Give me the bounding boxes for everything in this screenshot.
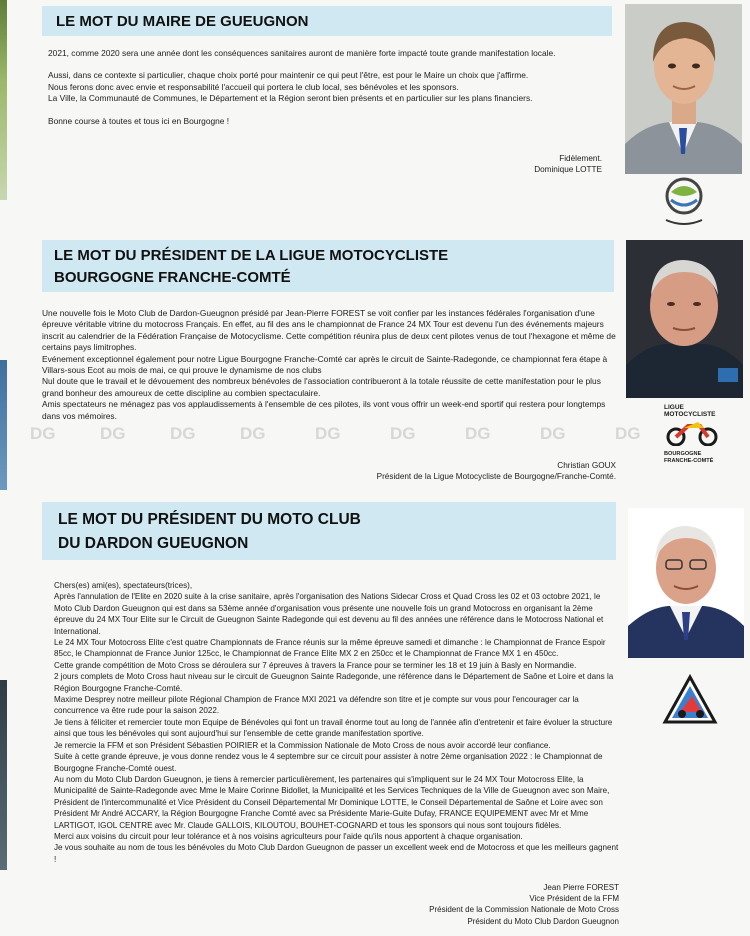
paragraph: Merci aux voisins du circuit pour leur tolérance et à nos voisins agriculteurs pour l'aide qu'ils nous apportent à chaque organisation. bbox=[54, 831, 523, 841]
page-edge-green bbox=[0, 0, 7, 200]
paragraph: Je tiens à féliciter et remercier toute mon Equipe de Bénévoles qui font un travail énorme tout au long de l'année afin d'entretenir et faire évoluer la structure ainsi que tous les bénévoles qui sont aujourd'hui sur l'ensemble de cette grande manifestation sportive. bbox=[54, 717, 613, 739]
section-2-title-banner bbox=[42, 240, 614, 292]
paragraph: Evénement exceptionnel également pour notre Ligue Bourgogne Franche-Comté car après le circuit de Sainte-Radegonde, ce championnat fera étape à Villars-sous Ecot au mois de mai, ce qui prouve le dynamisme de nos clubs bbox=[42, 353, 608, 376]
paragraph: Maxime Desprey notre meilleur pilote Régional Champion de France MXI 2021 va défendre son titre et je compte sur vous pour l'encourager car la concurrence va être rude pour la saison 2022. bbox=[54, 695, 579, 716]
paragraph: Je vous souhaite au nom de tous les bénévoles du Moto Club Dardon Gueugnon de passer un excellent week end de Motocross et que les meilleurs gagnent ! bbox=[54, 843, 619, 864]
paragraph: Suite à cette grande épreuve, je vous donne rendez vous le 4 septembre sur ce circuit pour assister à notre 2ème organisation 2022 : le Championnat de Bourgogne Franche-Comté ouest. bbox=[54, 752, 603, 773]
paragraph: Aussi, dans ce contexte si particulier, chaque choix porté pour maintenir ce qui peut l'être, est pour le Maire un choix que j'affirme. bbox=[48, 70, 529, 81]
section-1-signature bbox=[352, 153, 602, 176]
gueugnon-logo bbox=[660, 176, 708, 228]
signature-name: Dominique LOTTE bbox=[534, 165, 602, 175]
section-3-signature bbox=[289, 882, 619, 927]
watermark-text: DG bbox=[540, 424, 566, 443]
section-3-title-line-1: LE MOT DU PRÉSIDENT DU MOTO CLUB bbox=[58, 511, 361, 528]
league-president-photo bbox=[626, 240, 743, 398]
paragraph: Bonne course à toutes et tous ici en Bourgogne ! bbox=[48, 115, 230, 126]
moto-club-logo bbox=[662, 674, 718, 726]
watermark-text: DG bbox=[170, 424, 196, 443]
mayor-portrait-image bbox=[625, 4, 742, 174]
signature-title: Vice Président de la FFM bbox=[529, 894, 619, 904]
section-2-title-line-2: BOURGOGNE FRANCHE-COMTÉ bbox=[54, 269, 291, 286]
mayor-photo bbox=[625, 4, 742, 174]
paragraph: La Ville, la Communauté de Communes, le Département et la Région seront bien présents et en particulier sur les plans financiers. bbox=[48, 93, 533, 104]
watermark-text: DG bbox=[240, 424, 266, 443]
section-2-signature bbox=[286, 460, 616, 483]
watermark-text: DG bbox=[465, 424, 491, 443]
paragraph: Amis spectateurs ne ménagez pas vos applaudissements à l'ensemble de ces pilotes, ils vont vous offrir un week-end sportif qui restera pour longtemps dans vos mémoires. bbox=[42, 399, 606, 421]
section-2-body bbox=[42, 308, 616, 422]
signature-title: Président de la Ligue Motocycliste de Bourgogne/Franche-Comté. bbox=[376, 472, 616, 482]
gueugnon-emblem-icon bbox=[660, 176, 708, 228]
moto-club-president-portrait-image bbox=[628, 508, 744, 658]
watermark-text: DG bbox=[30, 424, 56, 443]
moto-club-triangle-emblem-icon bbox=[662, 674, 718, 726]
ligue-logo-text-1: LIGUE bbox=[664, 404, 684, 411]
watermark-text: DG bbox=[100, 424, 126, 443]
paragraph: 2021, comme 2020 sera une année dont les conséquences sanitaires auront de manière forte impacté toute grande manifestation locale. bbox=[48, 48, 556, 58]
paragraph: Après l'annulation de l'Elite en 2020 suite à la crise sanitaire, après l'organisation des Nations Sidecar Cross et Quad Cross les 02 et 03 octobre 2021, le Moto Club Dardon Gueugnon qui est dans sa 53ème année d'organisation vous présente une nouvelle fois un grand Motocross en organisant la 2ème épreuve du 24 MX Tour Elite sur le Circuit de Gueugnon Sainte Radegonde qui est devenu au fil des années une référence dans le Motocross National et International. bbox=[54, 592, 604, 636]
ligue-logo-text-4: FRANCHE-COMTÉ bbox=[664, 457, 714, 464]
section-1-title-banner bbox=[42, 6, 612, 36]
section-3-body bbox=[54, 580, 619, 865]
paragraph: Nul doute que le travail et le dévouement des nombreux bénévoles de l'association contribueront à la totale réussite de cette manifestation pour le plus grand bonheur des amoureux de cette discipline au combien spectaculaire. bbox=[42, 376, 601, 398]
signature-title: Président du Moto Club Dardon Gueugnon bbox=[467, 916, 619, 926]
paragraph: Nous ferons donc avec envie et responsabilité l'accueil qui portera le club local, ses bénévoles et les sponsors. bbox=[48, 81, 459, 92]
paragraph: Chers(es) ami(es), spectateurs(trices), bbox=[54, 581, 193, 590]
paragraph: Je remercie la FFM et son Président Sébastien POIRIER et la Commission Nationale de Moto Cross de nous avoir accordé leur confiance. bbox=[54, 740, 551, 750]
ligue-logo-text-3: BOURGOGNE bbox=[664, 451, 702, 457]
paragraph: Au nom du Moto Club Dardon Gueugnon, je tiens à remercier particulièrement, les partenaires qui s'impliquent sur le 24 MX Tour Motocross Elite, la Municipalité de Sainte-Radegonde avec Mme le Maire Corinne Bidollet, la Municipalité et les Services Techniques de la Ville de Gueugnon avec son Maire, Président de l'intercommunalité et Vice Président du Conseil Départemental Mr Dominique LOTTE, le Conseil Départemental de Saône et Loire avec son Président Mr André ACCARY, la Région Bourgogne Franche Comté avec sa Présidente Marie-Guite Dufay, FRANCE EQUIPEMENT avec Mr et Mme LARTIGOT, IGOL CENTRE avec Mr. Claude GALLOIS, KILOUTOU, BOUHET-COGNARD et tous les sponsors qui nous sont toujours fidèles. bbox=[54, 774, 610, 830]
paragraph: Cette grande compétition de Moto Cross se déroulera sur 7 épreuves à travers la France pour se terminer les 18 et 19 juin à Basly en Normandie. bbox=[54, 660, 577, 670]
league-president-portrait-image bbox=[626, 240, 743, 398]
ligue-logo-text-2: MOTOCYCLISTE bbox=[664, 411, 716, 418]
section-3-title-banner bbox=[42, 502, 616, 560]
watermark-text: DG bbox=[615, 424, 641, 443]
page-edge-dark bbox=[0, 680, 7, 870]
paragraph: Une nouvelle fois le Moto Club de Dardon-Gueugnon présidé par Jean-Pierre FOREST se voit confier par les instances fédérales l'organisation d'une épreuve véritable vitrine du motocross Français. En effet, au fil des ans le championnat de France 24 MX Tour est devenu l'un des événements majeurs inscrit au calendrier de la Fédération Française de Motocyclisme. Cette compétition réunira plus de deux cent pilotes venus de tout l'hexagone et même de certains pays limitrophes. bbox=[42, 308, 616, 353]
signature-name: Jean Pierre FOREST bbox=[543, 883, 619, 892]
page-edge-blue bbox=[0, 360, 7, 490]
watermark-text: DG bbox=[390, 424, 416, 443]
section-2-title-line-1: LE MOT DU PRÉSIDENT DE LA LIGUE MOTOCYCLISTE bbox=[54, 247, 449, 264]
signature-line: Fidèlement. bbox=[559, 154, 602, 163]
section-3-title-line-2: DU DARDON GUEUGNON bbox=[58, 535, 249, 552]
paragraph: 2 jours complets de Moto Cross haut niveau sur le circuit de Gueugnon Sainte Radegonde, une référence dans le Département de Saône et Loire et dans la Région Bourgogne Franche-Comté. bbox=[54, 672, 614, 693]
signature-title: Président de la Commission Nationale de Moto Cross bbox=[429, 905, 619, 915]
paragraph: Le 24 MX Tour Motocross Elite c'est quatre Championnats de France réunis sur la même épreuve samedi et dimanche : le Championnat de France Espoir 85cc, le Championnat de France Junior 125cc, le Championnat de France Elite MX 2 en 250cc et le Championnat de France MX 1 en 450cc. bbox=[54, 638, 606, 659]
ligue-logo bbox=[664, 404, 720, 462]
ligue-motorcycle-icon bbox=[664, 418, 720, 446]
moto-club-president-photo bbox=[628, 508, 744, 658]
signature-name: Christian GOUX bbox=[557, 461, 616, 470]
section-1-body bbox=[48, 48, 608, 127]
section-1-title: LE MOT DU MAIRE DE GUEUGNON bbox=[56, 13, 309, 30]
watermark-text: DG bbox=[315, 424, 341, 443]
